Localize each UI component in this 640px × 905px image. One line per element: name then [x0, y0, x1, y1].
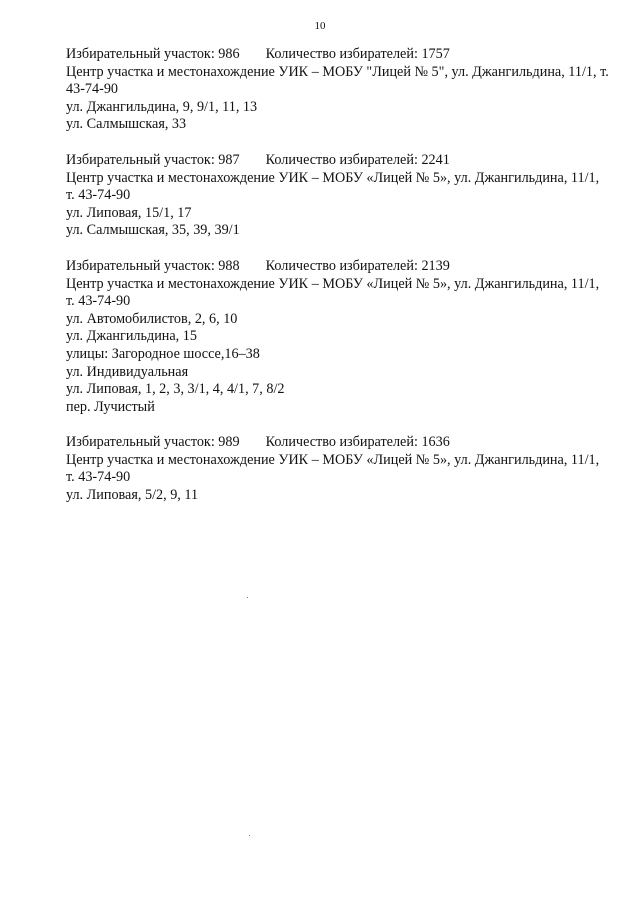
address-line: ул. Автомобилистов, 2, 6, 10	[66, 310, 238, 327]
polling-center: Центр участка и местонахождение УИК – МОБУ "Лицей № 5", ул. Джангильдина, 11/1, т. 43-74-90	[66, 63, 609, 98]
address-line: ул. Индивидуальная	[66, 363, 189, 380]
voters-count: Количество избирателей: 1636	[265, 434, 450, 451]
precinct-block	[66, 152, 611, 240]
voters-count: Количество избирателей: 2139	[265, 257, 450, 274]
address-line: ул. Липовая, 1, 2, 3, 3/1, 4, 4/1, 7, 8/2	[66, 381, 285, 398]
address-line: ул. Липовая, 5/2, 9, 11	[66, 487, 199, 504]
address-line: ул. Салмышская, 33	[66, 116, 187, 133]
precinct-label: Избирательный участок: 989	[66, 434, 240, 451]
scan-speck	[249, 835, 250, 836]
voters-count: Количество избирателей: 1757	[265, 46, 450, 62]
address-line: ул. Джангильдина, 15	[66, 328, 197, 345]
address-line: пер. Лучистый	[66, 398, 155, 415]
scan-speck	[247, 597, 248, 598]
polling-center: Центр участка и местонахождение УИК – МОБУ «Лицей № 5», ул. Джангильдина, 11/1, т. 43-74-90	[66, 275, 600, 310]
precinct-header	[66, 258, 611, 276]
precinct-block	[66, 258, 611, 416]
polling-center: Центр участка и местонахождение УИК – МОБУ «Лицей № 5», ул. Джангильдина, 11/1, т. 43-74-90	[66, 169, 600, 204]
precinct-label: Избирательный участок: 988	[66, 257, 240, 274]
precinct-header	[66, 434, 611, 452]
address-line: ул. Салмышская, 35, 39, 39/1	[66, 222, 240, 239]
voters-count: Количество избирателей: 2241	[265, 151, 450, 168]
precinct-header	[66, 152, 611, 170]
precinct-label: Избирательный участок: 986	[66, 46, 240, 62]
precinct-block	[66, 46, 611, 134]
address-line: ул. Липовая, 15/1, 17	[66, 204, 192, 221]
page-number: 10	[314, 20, 326, 32]
polling-center: Центр участка и местонахождение УИК – МОБУ «Лицей № 5», ул. Джангильдина, 11/1, т. 43-74-90	[66, 451, 600, 486]
precinct-label: Избирательный участок: 987	[66, 151, 240, 168]
precinct-header	[66, 46, 611, 64]
address-line: улицы: Загородное шоссе,16–38	[66, 345, 260, 362]
precinct-list	[66, 46, 611, 523]
address-line: ул. Джангильдина, 9, 9/1, 11, 13	[66, 98, 258, 115]
precinct-block	[66, 434, 611, 504]
